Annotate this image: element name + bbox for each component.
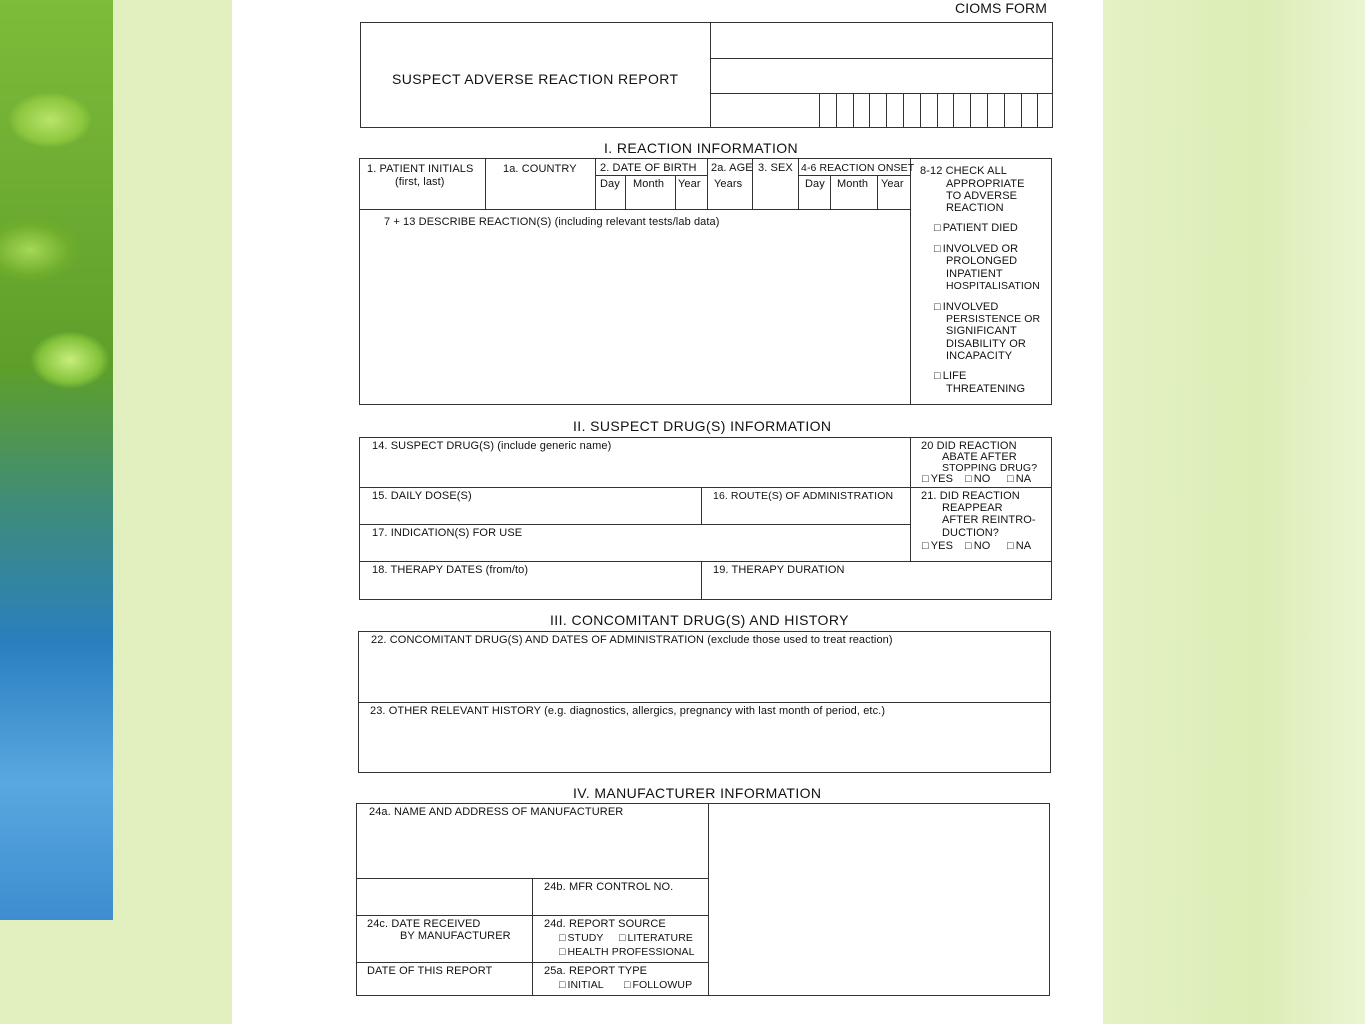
report-source-label: 24d. REPORT SOURCE [544,918,666,930]
onset-subrule [798,175,910,176]
header-rule-1 [710,58,1053,59]
age-label: 2a. AGE [711,162,753,174]
q21-line-1: 21. DID REACTION [921,490,1020,502]
q21-line-3: AFTER REINTRO- [942,514,1036,526]
dob-year: Year [678,178,701,190]
suspect-drug-label: 14. SUSPECT DRUG(S) (include generic name) [372,440,612,452]
rx-vline-5 [798,158,799,209]
right-green-strip [1103,0,1365,1024]
date-received-label: 24c. DATE RECEIVED [367,918,481,930]
drug-rule-1 [359,487,1052,488]
sex-label: 3. SEX [758,162,793,174]
report-number-box-divider [836,93,837,128]
header-rule-2 [710,93,1053,94]
section-manufacturer-title: IV. MANUFACTURER INFORMATION [573,785,822,801]
therapy-duration-label: 19. THERAPY DURATION [713,564,845,576]
report-number-box-divider [819,93,820,128]
report-title: SUSPECT ADVERSE REACTION REPORT [392,71,679,87]
q20-line-1: 20 DID REACTION [921,440,1017,452]
drug-vline-therapy [701,561,702,600]
onset-day-line [830,175,831,209]
checkbox-hospitalisation[interactable]: □ INVOLVED OR [934,243,1018,256]
rx-vline-3 [707,158,708,209]
onset-month: Month [837,178,869,190]
country-label: 1a. COUNTRY [503,163,577,175]
hosp-line-2: PROLONGED [946,255,1018,267]
check-all-3: TO ADVERSE [946,190,1018,202]
q21-line-2: REAPPEAR [942,502,1003,514]
mfr-vline-main [708,803,709,996]
mfr-name-address-label: 24a. NAME AND ADDRESS OF MANUFACTURER [369,806,624,818]
report-number-box-divider [1004,93,1005,128]
source-health-professional[interactable]: □ HEALTH PROFESSIONAL [559,946,695,959]
report-number-box-divider [886,93,887,128]
source-study[interactable]: □ STUDY [559,932,604,945]
q20-na[interactable]: □ NA [1007,473,1031,486]
check-all-1: 8-12 CHECK ALL [920,165,1007,177]
section-reaction-title: I. REACTION INFORMATION [604,140,799,156]
date-of-report-label: DATE OF THIS REPORT [367,965,493,977]
source-literature[interactable]: □ LITERATURE [619,932,693,945]
checkbox-disability[interactable]: □ INVOLVED [934,301,998,314]
left-bottom-strip [0,920,232,1024]
report-number-box-divider [920,93,921,128]
rx-vline-2 [595,158,596,209]
report-number-box-divider [987,93,988,128]
mfr-vline-mid [532,878,533,996]
reaction-check-divider [910,158,911,405]
report-number-box-divider [953,93,954,128]
route-label: 16. ROUTE(S) OF ADMINISTRATION [713,490,894,502]
section-concomitant-title: III. CONCOMITANT DRUG(S) AND HISTORY [550,612,849,628]
concomitant-drugs-label: 22. CONCOMITANT DRUG(S) AND DATES OF ADMINISTRATION (exclude those used to treat reaction) [371,634,893,646]
report-type-followup[interactable]: □ FOLLOWUP [624,979,692,992]
dob-day: Day [600,178,620,190]
date-received-label-2: BY MANUFACTURER [400,930,511,942]
patient-initials-sub: (first, last) [395,176,445,188]
section-drug-title: II. SUSPECT DRUG(S) INFORMATION [573,418,832,434]
report-number-box-divider [903,93,904,128]
left-green-strip [113,0,232,1024]
daily-dose-label: 15. DAILY DOSE(S) [372,490,472,502]
dob-month: Month [633,178,665,190]
disab-line-4: DISABILITY OR [946,338,1026,350]
mfr-control-label: 24b. MFR CONTROL NO. [544,881,674,893]
checkbox-life-threatening[interactable]: □ LIFE [934,370,966,383]
q21-line-4: DUCTION? [942,527,1000,539]
form-label: CIOMS FORM [955,0,1047,16]
report-number-box-divider [1037,93,1038,128]
check-all-2: APPROPRIATE [946,178,1025,190]
describe-reaction-label: 7 + 13 DESCRIBE REACTION(S) (including relevant tests/lab data) [384,216,720,228]
drug-rule-2 [359,524,910,525]
relevant-history-label: 23. OTHER RELEVANT HISTORY (e.g. diagnostics, allergics, pregnancy with last month of period, etc.) [370,705,886,717]
onset-label: 4-6 REACTION ONSET [801,162,915,174]
life-line-2: THREATENING [946,383,1026,395]
q21-no[interactable]: □ NO [965,540,990,553]
dob-day-line [625,175,626,209]
q21-yes[interactable]: □ YES [922,540,953,553]
check-all-4: REACTION [946,202,1004,214]
indication-label: 17. INDICATION(S) FOR USE [372,527,523,539]
patient-initials-label: 1. PATIENT INITIALS [367,163,474,175]
q20-line-2: ABATE AFTER [942,451,1017,463]
report-number-box-divider [869,93,870,128]
q20-no[interactable]: □ NO [965,473,990,486]
drug-vline-dose [701,487,702,524]
report-type-label: 25a. REPORT TYPE [544,965,648,977]
leaf-water-background [0,0,113,920]
drug-rule-3 [359,561,1052,562]
q20-line-3: STOPPING DRUG? [942,462,1038,474]
report-type-initial[interactable]: □ INITIAL [559,979,604,992]
concomitant-rule [358,702,1051,703]
onset-year: Year [881,178,904,190]
onset-month-line [877,175,878,209]
drug-vline-right [910,437,911,561]
cioms-form-page [232,0,1103,1024]
age-years: Years [714,178,743,190]
q20-yes[interactable]: □ YES [922,473,953,486]
onset-day: Day [805,178,825,190]
report-number-box-divider [970,93,971,128]
header-divider [710,22,711,128]
dob-subrule [595,175,707,176]
dob-label: 2. DATE OF BIRTH [600,162,697,174]
therapy-dates-label: 18. THERAPY DATES (from/to) [372,564,529,576]
disab-line-2: PERSISTENCE OR [946,313,1041,325]
report-number-box-divider [853,93,854,128]
reaction-row-rule [359,209,910,210]
checkbox-patient-died[interactable]: □ PATIENT DIED [934,222,1018,235]
report-number-box-divider [1021,93,1022,128]
disab-line-3: SIGNIFICANT [946,325,1017,337]
rx-vline-1 [485,158,486,209]
disab-line-5: INCAPACITY [946,350,1013,362]
dob-month-line [675,175,676,209]
q21-na[interactable]: □ NA [1007,540,1031,553]
report-number-box-divider [937,93,938,128]
hosp-line-4: HOSPITALISATION [946,280,1040,292]
hosp-line-3: INPATIENT [946,268,1003,280]
